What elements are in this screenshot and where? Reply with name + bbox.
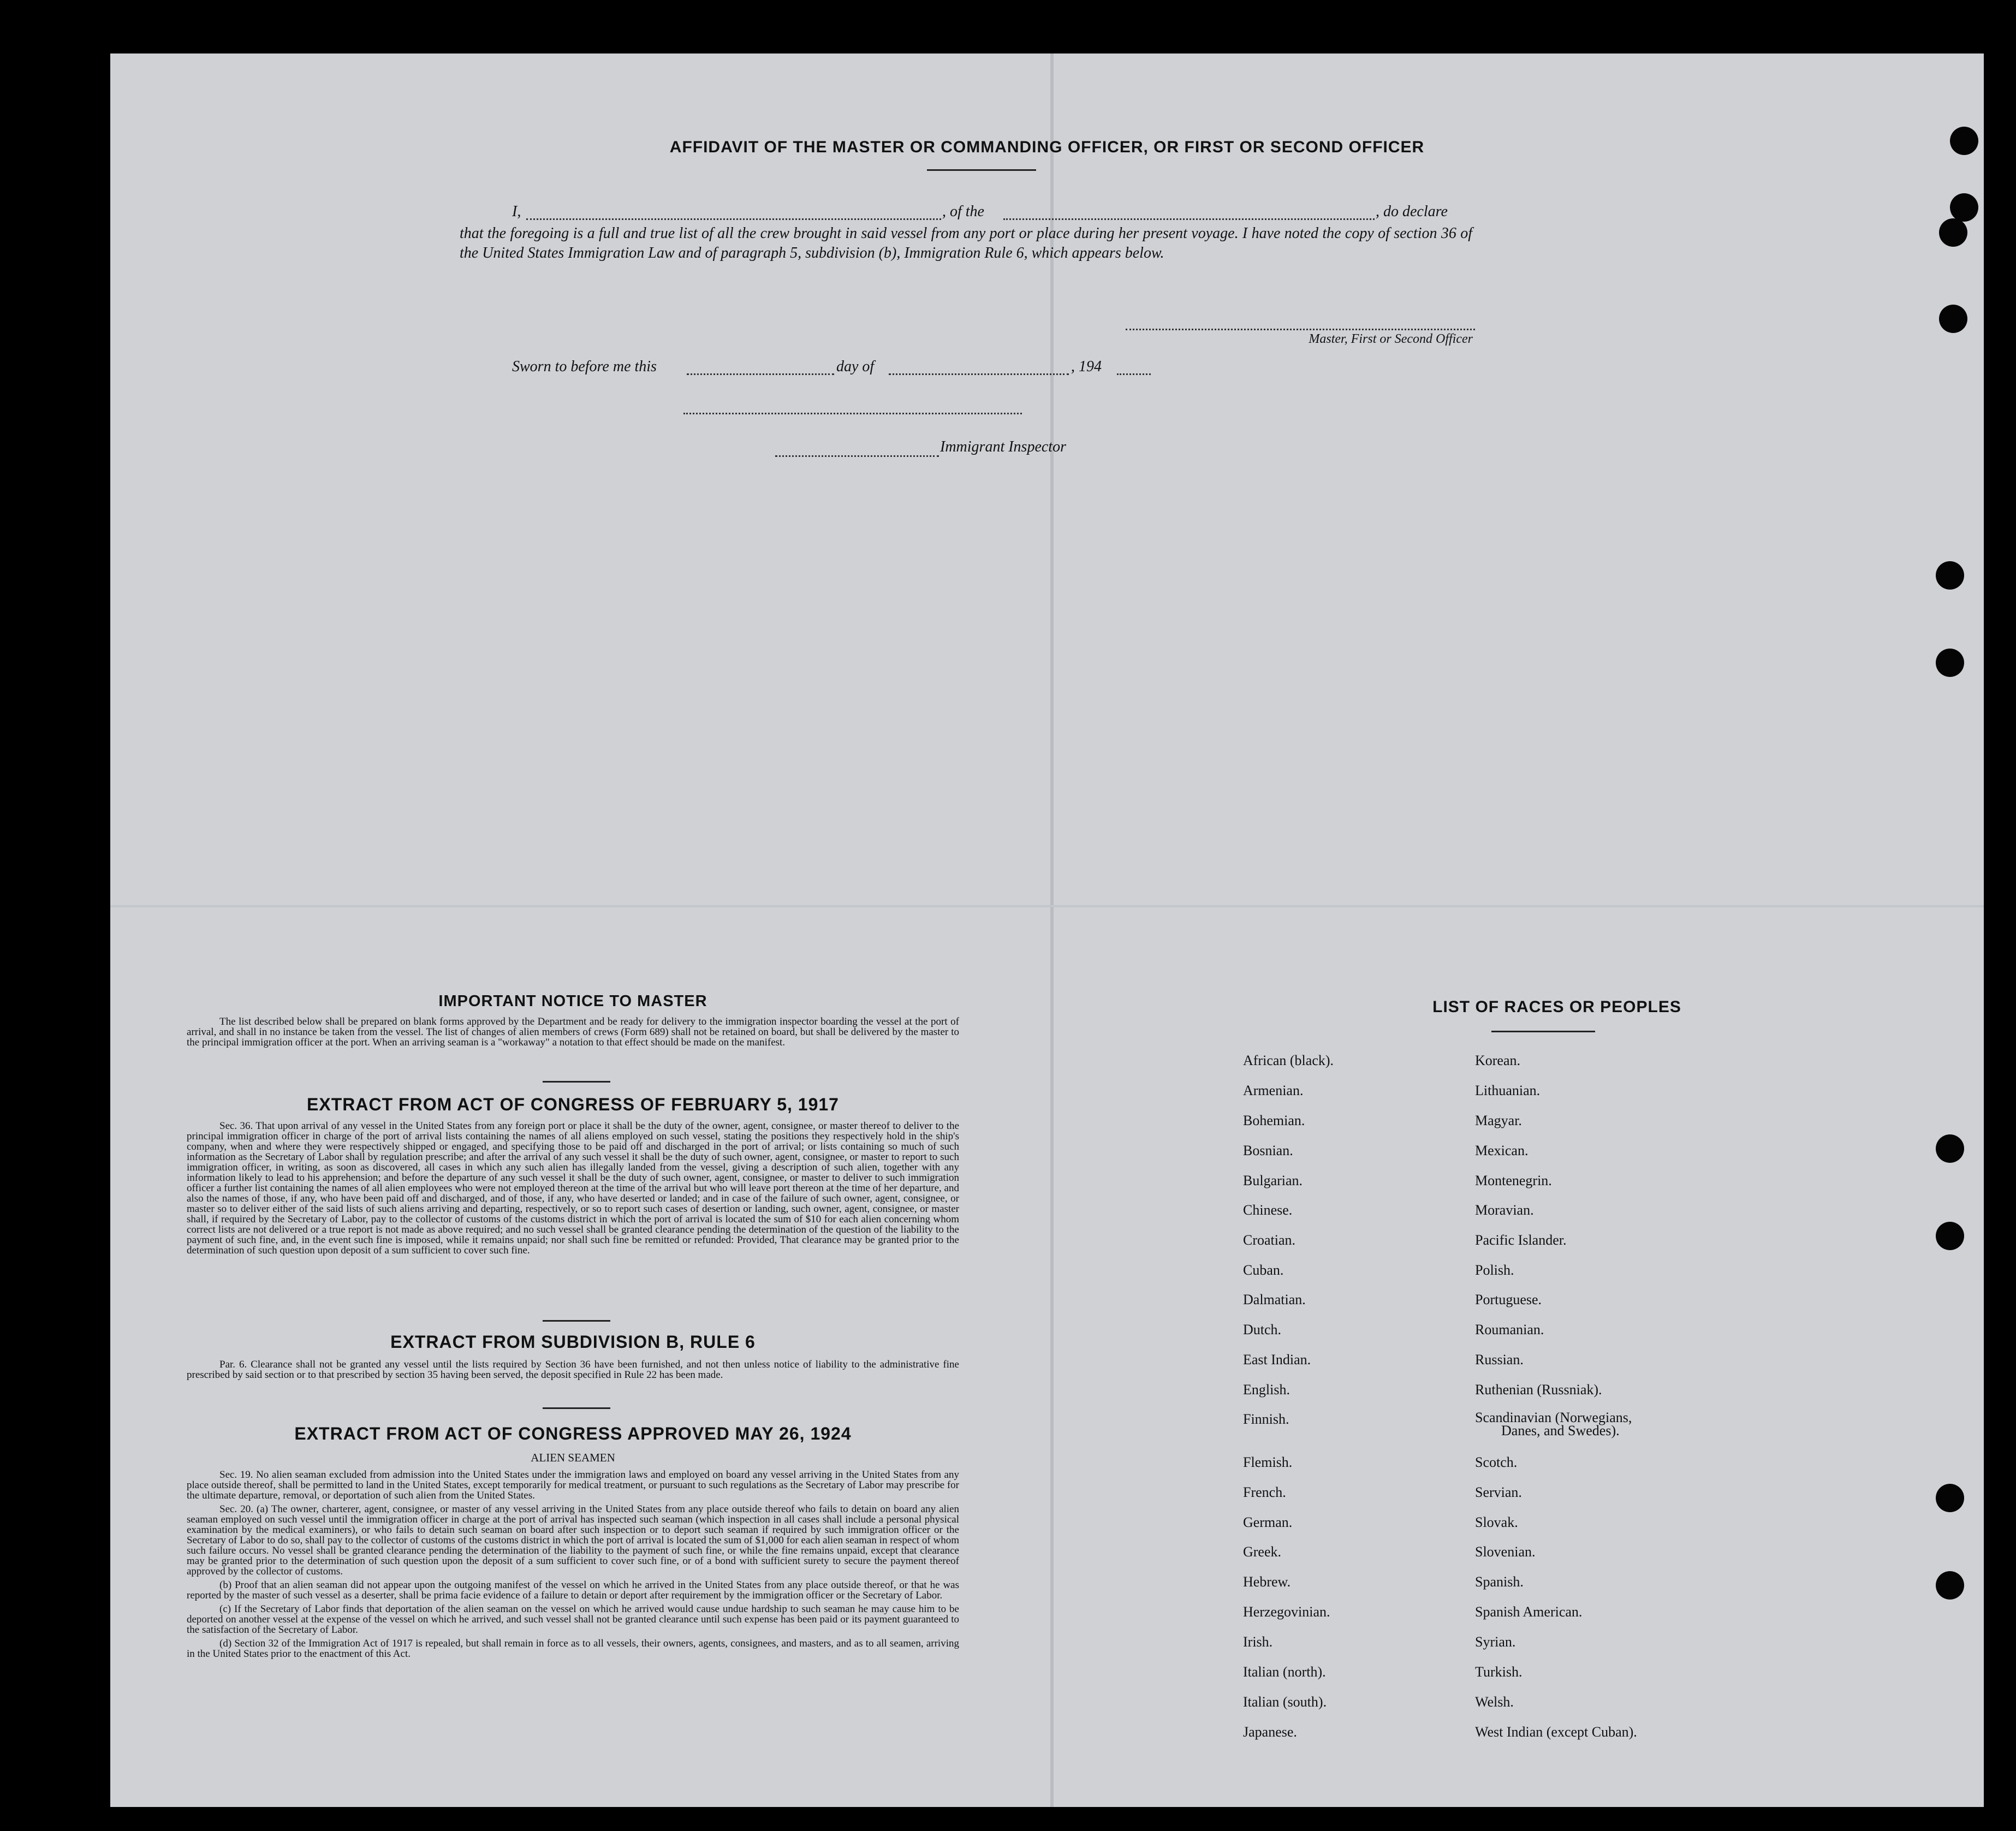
race-item: Korean. [1475, 1053, 1521, 1068]
extract-1924-title: EXTRACT FROM ACT OF CONGRESS APPROVED MAY 26, 1924 [294, 1424, 852, 1443]
extract-1917-paragraph: Sec. 36. That upon arrival of any vessel in the United States from any foreign port or place it shall be the duty of the owner, agent, consignee, or master thereof to deliver to the principal immigration officer in charge of the port of arrival lists containing the names of all aliens employed on such vessel, stating the positions they respectively hold in the ship's company, when and where they were respectively shipped or engaged, and specifying those to be paid off and discharged in the port of arrival; or lists containing so much of such information as the Secretary of Labor shall by regulation prescribe; and after the arrival of any such vessel it shall be the duty of such owner, agent, consignee, or master to report to such immigration officer, in writing, as soon as discovered, all cases in which any such alien has illegally landed from the vessel, giving a description of such alien, together with any information likely to lead to his apprehension; and before the departure of any such vessel it shall be the duty of such owner, agent, consignee, or master to deliver to such immigration officer a further list containing the names of all alien employees who were not employed thereon at the time of the arrival but who will leave port thereon at the time of her departure, and also the names of those, if any, who have been paid off and discharged, and of those, if any, who have deserted or landed; and in case of the failure of such owner, agent, consignee, or master so to deliver either of the said lists of such aliens arriving and departing, respectively, or so to report such cases of desertion or landing, such owner, agent, consignee, or master shall, if required by the Secretary of Labor, pay to the collector of customs of the customs district in which the port of arrival is located the sum of $10 for each alien concerning whom correct lists are not delivered or a true report is not made as above required; and no such vessel shall be granted clearance pending the determination of the question of the liability to the payment of such fine, and, in the event such fine is imposed, while it remains unpaid; nor shall such fine be remitted or refunded: Provided, That clearance may be granted prior to the determination of such question upon deposit of a sum sufficient to cover such fine. [187, 1120, 959, 1256]
declarant-label: I, [512, 203, 521, 220]
extract-1924-paragraph: (b) Proof that an alien seaman did not appear upon the outgoing manifest of the vessel on which he arrived in the United States from any place outside thereof, or that he was reported by the master of such vessel as a deserter, shall be prima facie evidence of a failure to detain or deport after requirement by the immigration officer or the Secretary of Labor. [187, 1579, 959, 1601]
day-of-label: day of [836, 358, 875, 375]
extract-1924-paragraph: (d) Section 32 of the Immigration Act of 1917 is repealed, but shall remain in force as to all vessels, their owners, agents, consignees, and masters, and as to all seamen, arriving in the United States prior to the enactment of this Act. [187, 1638, 959, 1660]
races-left-column [1243, 53, 1450, 1807]
year-label: , 194 [1071, 358, 1102, 375]
race-item: Herzegovinian. [1243, 1604, 1330, 1620]
race-item: Armenian. [1243, 1083, 1304, 1098]
subdivision-b-paragraph: Par. 6. Clearance shall not be granted any vessel until the lists required by Section 36 have been furnished, and not then unless notice of liability to the administrative fine prescribed by said section or to that prescribed by section 35 having been served, the deposit specified in Rule 22 has been made. [187, 1359, 959, 1381]
race-item: Finnish. [1243, 1411, 1289, 1427]
affidavit-title-rule [927, 169, 1036, 171]
sworn-month-field[interactable] [889, 373, 1069, 375]
inspector-label: Immigrant Inspector [940, 438, 1066, 455]
race-item: Croatian. [1243, 1232, 1296, 1248]
race-item: Dalmatian. [1243, 1292, 1306, 1307]
race-item: Mexican. [1475, 1143, 1529, 1158]
race-item: Ruthenian (Russniak). [1475, 1382, 1602, 1398]
race-item: West Indian (except Cuban). [1475, 1724, 1637, 1740]
subdivision-b-body [187, 1359, 959, 1383]
race-item: Dutch. [1243, 1322, 1282, 1337]
extract-1924-paragraph: Sec. 19. No alien seaman excluded from admission into the United States under the immigration laws and employed on board any vessel arriving in the United States from any place outside thereof, shall be permitted to land in the United States, except temporarily for medical treatment, or pursuant to such regulations as the Secretary of Labor may prescribe for the ultimate departure, removal, or deportation of such alien from the United States. [187, 1469, 959, 1501]
race-item: Syrian. [1475, 1634, 1516, 1650]
race-item: Portuguese. [1475, 1292, 1542, 1307]
notice-rule [543, 1081, 610, 1083]
subdivision-b-title: EXTRACT FROM SUBDIVISION B, RULE 6 [390, 1332, 756, 1352]
race-item: Hebrew. [1243, 1574, 1291, 1590]
declarant-name-field[interactable] [526, 218, 941, 220]
punch-hole [1936, 1134, 1964, 1163]
extract-1917-rule [543, 1320, 610, 1322]
inspector-signature-line[interactable] [683, 413, 1022, 414]
races-right-column [1475, 53, 1715, 1807]
race-item: Cuban. [1243, 1262, 1284, 1278]
race-item: Flemish. [1243, 1454, 1293, 1470]
race-item: Montenegrin. [1475, 1173, 1552, 1188]
race-item: Polish. [1475, 1262, 1514, 1278]
race-item: Bulgarian. [1243, 1173, 1303, 1188]
race-item: Russian. [1475, 1352, 1524, 1368]
race-item: Japanese. [1243, 1724, 1297, 1740]
of-the-label: , of the [942, 203, 984, 220]
sworn-label: Sworn to before me this [512, 358, 657, 375]
officer-signature-label: Master, First or Second Officer [1309, 332, 1473, 346]
race-item: Roumanian. [1475, 1322, 1544, 1337]
extract-1917-title: EXTRACT FROM ACT OF CONGRESS OF FEBRUARY 5, 1917 [307, 1095, 839, 1114]
race-item: Scandinavian (Norwegians, [1475, 1410, 1632, 1425]
race-item: Moravian. [1475, 1202, 1534, 1218]
race-item: Magyar. [1475, 1113, 1522, 1128]
race-item: Turkish. [1475, 1664, 1523, 1680]
punch-hole [1936, 561, 1964, 590]
race-item: Servian. [1475, 1484, 1522, 1500]
punch-hole [1936, 1222, 1964, 1250]
declaration-text: that the foregoing is a full and true list of all the crew brought in said vessel from any port or place during her present voyage. I have noted the copy of section 36 of the United States Immigration Law and of paragraph 5, subdivision (b), Immigration Rule 6, which appears below. [460, 225, 1472, 261]
punch-hole [1936, 649, 1964, 677]
affidavit-title: AFFIDAVIT OF THE MASTER OR COMMANDING OFFICER, OR FIRST OR SECOND OFFICER [669, 138, 1425, 156]
race-item: Bohemian. [1243, 1113, 1305, 1128]
race-item: Slovak. [1475, 1514, 1518, 1530]
race-item: Bosnian. [1243, 1143, 1293, 1158]
sworn-day-field[interactable] [687, 373, 834, 375]
punch-hole [1936, 1484, 1964, 1512]
extract-1924-subtitle: ALIEN SEAMEN [531, 1451, 615, 1464]
race-item: Italian (south). [1243, 1694, 1327, 1710]
race-item: Scotch. [1475, 1454, 1518, 1470]
extract-1917-body [187, 1121, 959, 1259]
punch-hole [1950, 193, 1978, 222]
inspector-name-line[interactable] [775, 455, 939, 457]
race-item: Spanish. [1475, 1574, 1524, 1590]
race-item: French. [1243, 1484, 1286, 1500]
race-item: German. [1243, 1514, 1293, 1530]
vertical-fold [1050, 53, 1054, 1807]
race-item: Welsh. [1475, 1694, 1514, 1710]
race-item: Pacific Islander. [1475, 1232, 1567, 1248]
punch-hole [1939, 305, 1967, 333]
race-item: Lithuanian. [1475, 1083, 1541, 1098]
extract-1924-paragraph: Sec. 20. (a) The owner, charterer, agent, consignee, or master of any vessel arriving in the United States from any place outside thereof who fails to detain on board any alien seaman employed on such vessel until the immigration officer in charge at the port of arrival has inspected such seaman (which inspection in all cases shall include a personal physical examination by the medical examiners), or who fails to detain such seaman on board after such inspection or to deport such seaman if required by such immigration officer or the Secretary of Labor to do so, shall pay to the collector of customs of the customs district in which the port of arrival is located the sum of $1,000 for each alien seaman in respect of whom such failure occurs. No vessel shall be granted clearance pending the determination of the liability to the payment of such fine, or while the fine remains unpaid, except that clearance may be granted prior to the determination of such question upon the deposit of a sum sufficient to cover such fine, or of a bond with sufficient surety to secure the payment thereof approved by the collector of customs. [187, 1503, 959, 1577]
race-item: Italian (north). [1243, 1664, 1326, 1680]
punch-hole [1939, 218, 1967, 247]
notice-body [187, 1016, 959, 1051]
race-item: English. [1243, 1382, 1290, 1398]
race-item: Chinese. [1243, 1202, 1293, 1218]
race-item: East Indian. [1243, 1352, 1311, 1368]
do-declare-label: , do declare [1376, 203, 1448, 220]
sworn-year-field[interactable] [1117, 373, 1151, 375]
sworn-line [512, 358, 1276, 378]
extract-1924-body [187, 1470, 959, 1662]
notice-title: IMPORTANT NOTICE TO MASTER [438, 992, 707, 1010]
punch-hole [1936, 1571, 1964, 1600]
extract-1924-paragraph: (c) If the Secretary of Labor finds that deportation of the alien seaman on the vessel on which he arrived would cause undue hardship to such seaman he may cause him to be deported on another vessel at the expense of the vessel on which he arrived, and such vessel shall not be granted clearance until such expense has been paid or its payment guaranteed to the satisfaction of the Secretary of Labor. [187, 1603, 959, 1636]
punch-hole [1950, 127, 1978, 155]
race-item: Danes, and Swedes). [1501, 1423, 1620, 1438]
race-item: Slovenian. [1475, 1544, 1536, 1560]
document-sheet [110, 53, 1984, 1807]
race-item: Irish. [1243, 1634, 1273, 1650]
race-item: Spanish American. [1475, 1604, 1583, 1620]
races-title: LIST OF RACES OR PEOPLES [1432, 998, 1681, 1016]
subdivision-b-rule [543, 1407, 610, 1409]
notice-paragraph: The list described below shall be prepared on blank forms approved by the Department and be ready for delivery to the immigration inspector boarding the vessel at the port of arrival, and shall in no instance be taken from the vessel. The list of changes of alien members of crews (Form 689) shall not be retained on board, but shall be delivered by the master to the principal immigration officer at the port. When an arriving seaman is a "workaway" a notation to that effect should be made on the manifest. [187, 1016, 959, 1048]
race-item: Greek. [1243, 1544, 1282, 1560]
race-item: African (black). [1243, 1053, 1334, 1068]
